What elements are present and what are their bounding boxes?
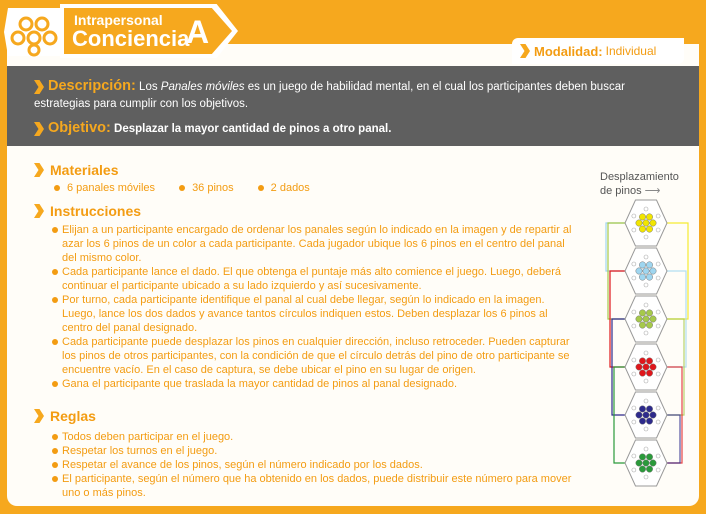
circulo [656, 420, 660, 424]
pino [646, 274, 652, 280]
pino [646, 406, 652, 412]
reglas-list [52, 430, 572, 500]
circulo [632, 324, 636, 328]
chevron-right-icon [34, 163, 44, 177]
descripcion-text-before: Los [139, 81, 161, 93]
pino [639, 322, 645, 328]
descripcion [34, 78, 684, 113]
pino [650, 364, 656, 370]
list-item: El participante, según el número que ha obtenido en los dados, puede distribuir este número para mover uno o más pinos. [52, 472, 572, 500]
list-item: 6 panales móviles [54, 182, 155, 194]
circulo [632, 228, 636, 232]
pino [643, 460, 649, 466]
circulo [632, 214, 636, 218]
circulo [656, 262, 660, 266]
objetivo [34, 120, 391, 136]
pino [636, 268, 642, 274]
circulo [632, 310, 636, 314]
descripcion-label: Descripción: [48, 78, 136, 94]
page-title: Conciencia [72, 26, 190, 51]
pino [646, 418, 652, 424]
pino [650, 412, 656, 418]
pino [646, 310, 652, 316]
arrow-right-icon: ⟶ [644, 185, 661, 197]
chevron-right-icon [520, 44, 530, 58]
circulo [632, 468, 636, 472]
materiales-list [54, 182, 310, 194]
circulo [632, 276, 636, 280]
pino [646, 262, 652, 268]
circulo [632, 358, 636, 362]
pino [650, 220, 656, 226]
instrucciones-label: Instrucciones [50, 203, 142, 219]
modalidad-label: Modalidad: [534, 43, 603, 59]
pino [650, 268, 656, 274]
objetivo-label: Objetivo: [48, 120, 111, 136]
circulo [656, 358, 660, 362]
pino [643, 364, 649, 370]
list-item: Gana el participante que traslada la mayor cantidad de pinos al panal designado. [52, 377, 572, 391]
pino [639, 466, 645, 472]
circulo [632, 406, 636, 410]
list-item: Respetar el avance de los pinos, según el número indicado por los dados. [52, 458, 572, 472]
honeycomb-logo-icon [4, 6, 66, 58]
circulo [644, 379, 648, 383]
descripcion-text-after: es un juego de habilidad mental, en el cual los participantes deben buscar estrategias para cumplir con los objetivos. [34, 81, 625, 110]
pino [639, 262, 645, 268]
circulo [644, 475, 648, 479]
pino [646, 226, 652, 232]
circulo [644, 255, 648, 259]
pino [646, 466, 652, 472]
caption-line-1: Desplazamiento [600, 171, 679, 183]
list-item: Elijan a un participante encargado de ordenar los panales según lo indicado en la imagen y de repartir al azar los 6 pinos de un color a cada participante. Cada jugador ubique los 6 pinos en el centro del panal del mismo color. [52, 223, 572, 265]
pino [639, 406, 645, 412]
chevron-right-icon [34, 80, 44, 94]
circulo [644, 351, 648, 355]
pino [643, 412, 649, 418]
descripcion-game-name: Panales móviles [160, 81, 245, 93]
pino [650, 316, 656, 322]
circulo [656, 228, 660, 232]
connector-line [606, 223, 625, 271]
objetivo-text: Desplazar la mayor cantidad de pinos a otro panal. [114, 123, 392, 135]
reglas-heading [34, 408, 96, 424]
circulo [656, 372, 660, 376]
circulo [644, 447, 648, 451]
materiales-heading [34, 162, 118, 178]
pino [646, 322, 652, 328]
instrucciones-list [52, 223, 572, 391]
list-item: Respetar los turnos en el juego. [52, 444, 572, 458]
circulo [644, 235, 648, 239]
circulo [644, 303, 648, 307]
circulo [656, 310, 660, 314]
circulo [644, 331, 648, 335]
circulo [632, 262, 636, 266]
materiales-label: Materiales [50, 162, 119, 178]
chevron-right-icon [34, 204, 44, 218]
circulo [644, 283, 648, 287]
chevron-right-icon [34, 409, 44, 423]
pino [646, 358, 652, 364]
list-item: Todos deben participar en el juego. [52, 430, 572, 444]
circulo [656, 214, 660, 218]
circulo [656, 468, 660, 472]
connector-line [667, 415, 680, 463]
chevron-right-icon [34, 122, 44, 136]
modalidad-value: Individual [605, 44, 657, 58]
pino [643, 268, 649, 274]
pino [639, 358, 645, 364]
pino [639, 370, 645, 376]
level-letter: A [186, 14, 210, 50]
pino [643, 316, 649, 322]
pino [636, 460, 642, 466]
list-item: 36 pinos [179, 182, 234, 194]
caption-line-2: de pinos [600, 185, 642, 197]
pino [639, 310, 645, 316]
instrucciones-heading [34, 203, 141, 219]
circulo [656, 454, 660, 458]
panales-diagram [596, 196, 696, 496]
diagram-caption [600, 170, 679, 198]
modalidad-badge [512, 38, 684, 64]
list-item: 2 dados [258, 182, 310, 194]
pino [639, 418, 645, 424]
pino [646, 214, 652, 220]
list-item: Cada participante lance el dado. El que obtenga el puntaje más alto comience el juego. Luego, deberá continuar el participante ubicado a su lado izquierdo y así sucesivamente. [52, 265, 572, 293]
list-item: Cada participante puede desplazar los pinos en cualquier dirección, incluso retroceder. Pueden capturar los pinos de otros participantes, con la condición de que el círculo detrás del pino de otro participante se encuentre vacío. En el caso de captura, se debe ubicar el pino en su lugar de origen. [52, 335, 572, 377]
pino [636, 412, 642, 418]
list-item: Por turno, cada participante identifique el panal al cual debe llegar, según lo indicado en la imagen. Luego, lance los dos dados y avance tantos círculos indiquen estos. Deben desplazar los 6 pinos al centro del panal designado. [52, 293, 572, 335]
pino [636, 316, 642, 322]
circulo [656, 276, 660, 280]
pino [639, 274, 645, 280]
pino [646, 454, 652, 460]
circulo [632, 372, 636, 376]
pino [639, 214, 645, 220]
category-label: Intrapersonal [74, 12, 163, 28]
pino [639, 226, 645, 232]
circulo [656, 324, 660, 328]
circulo [644, 207, 648, 211]
pino [650, 460, 656, 466]
pino [636, 364, 642, 370]
pino [639, 454, 645, 460]
circulo [656, 406, 660, 410]
circulo [632, 420, 636, 424]
circulo [632, 454, 636, 458]
circulo [644, 399, 648, 403]
pino [643, 220, 649, 226]
pino [646, 370, 652, 376]
circulo [644, 427, 648, 431]
pino [636, 220, 642, 226]
reglas-label: Reglas [50, 408, 96, 424]
